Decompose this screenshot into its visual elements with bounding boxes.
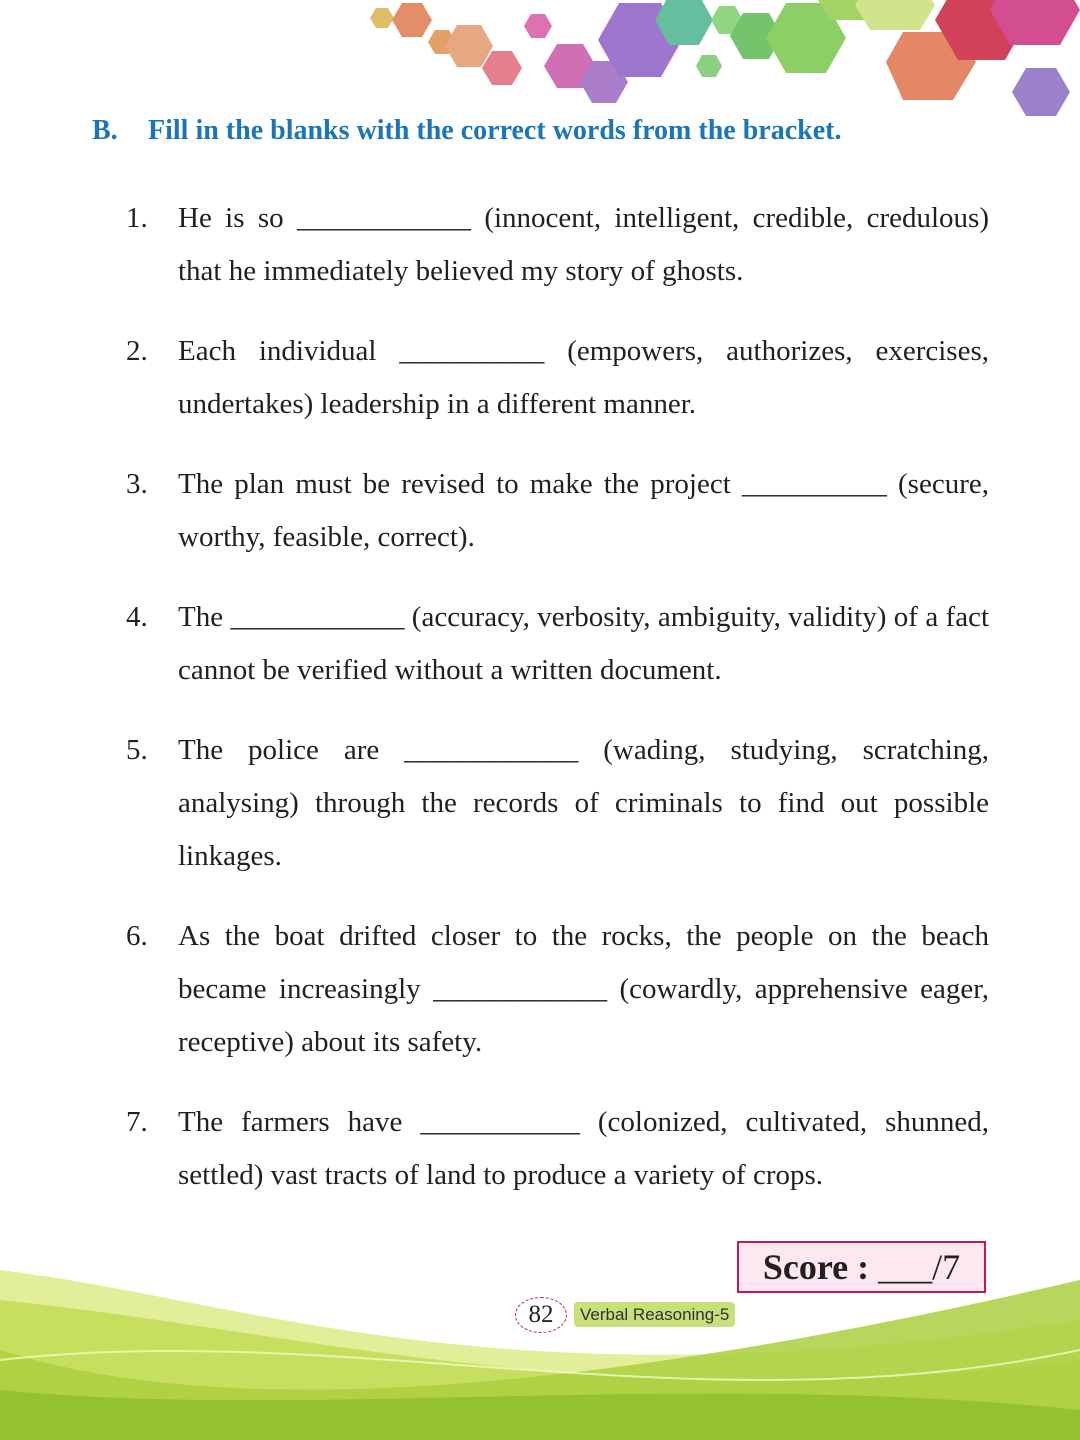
question-item (126, 1096, 989, 1202)
question-text (178, 458, 989, 564)
question-number: 7. (126, 1106, 148, 1138)
score-label: Score : (762, 1247, 870, 1287)
question-list (126, 192, 989, 1229)
question-options: (empowers, authorizes, exercises, undertakes) leadership in a different manner. (178, 335, 989, 420)
answer-blank[interactable]: ____________ (404, 734, 579, 766)
question-text (178, 192, 989, 298)
answer-blank[interactable]: ____________ (230, 601, 405, 633)
answer-blank[interactable]: ____________ (433, 973, 608, 1005)
question-stem: The farmers have (178, 1106, 421, 1138)
question-item (126, 458, 989, 564)
section-instruction: Fill in the blanks with the correct words from the bracket. (148, 115, 842, 146)
section-letter: B. (92, 115, 118, 146)
question-number: 4. (126, 601, 148, 633)
question-options: (cowardly, apprehensive eager, receptive) about its safety. (178, 973, 989, 1058)
question-number: 3. (126, 468, 148, 500)
page-number: 82 (515, 1297, 567, 1333)
question-stem: Each individual (178, 335, 400, 367)
question-item (126, 591, 989, 697)
question-text (178, 1096, 989, 1202)
question-number: 1. (126, 202, 148, 234)
hexagon-decoration (0, 0, 1080, 130)
question-text (178, 325, 989, 431)
answer-blank[interactable]: __________ (399, 335, 545, 367)
section-heading (92, 115, 841, 147)
question-options: (accuracy, verbosity, ambiguity, validity) of a fact cannot be verified without a written document. (178, 601, 989, 686)
question-item (126, 724, 989, 883)
score-box (737, 1241, 986, 1293)
question-text (178, 591, 989, 697)
question-number: 6. (126, 920, 148, 952)
question-number: 2. (126, 335, 148, 367)
question-number: 5. (126, 734, 148, 766)
score-total: /7 (932, 1247, 961, 1287)
question-stem: As the boat drifted closer to the rocks, the people on the beach became increasingly (178, 920, 989, 1005)
question-item (126, 910, 989, 1069)
question-stem: He is so (178, 202, 297, 234)
score-blank[interactable]: ___ (878, 1247, 933, 1287)
question-options: (wading, studying, scratching, analysing) through the records of criminals to find out possible linkages. (178, 734, 989, 872)
question-options: (secure, worthy, feasible, correct). (178, 468, 989, 553)
book-title-badge: Verbal Reasoning-5 (574, 1302, 735, 1327)
question-text (178, 724, 989, 883)
question-stem: The police are (178, 734, 405, 766)
question-options: (innocent, intelligent, credible, credulous) that he immediately believed my story of ghosts. (178, 202, 989, 287)
question-stem: The (178, 601, 231, 633)
answer-blank[interactable]: ___________ (420, 1106, 580, 1138)
question-stem: The plan must be revised to make the project (178, 468, 742, 500)
question-text (178, 910, 989, 1069)
answer-blank[interactable]: __________ (741, 468, 887, 500)
answer-blank[interactable]: ____________ (296, 202, 471, 234)
question-item (126, 325, 989, 431)
question-options: (colonized, cultivated, shunned, settled) vast tracts of land to produce a variety of crops. (178, 1106, 989, 1191)
question-item (126, 192, 989, 298)
